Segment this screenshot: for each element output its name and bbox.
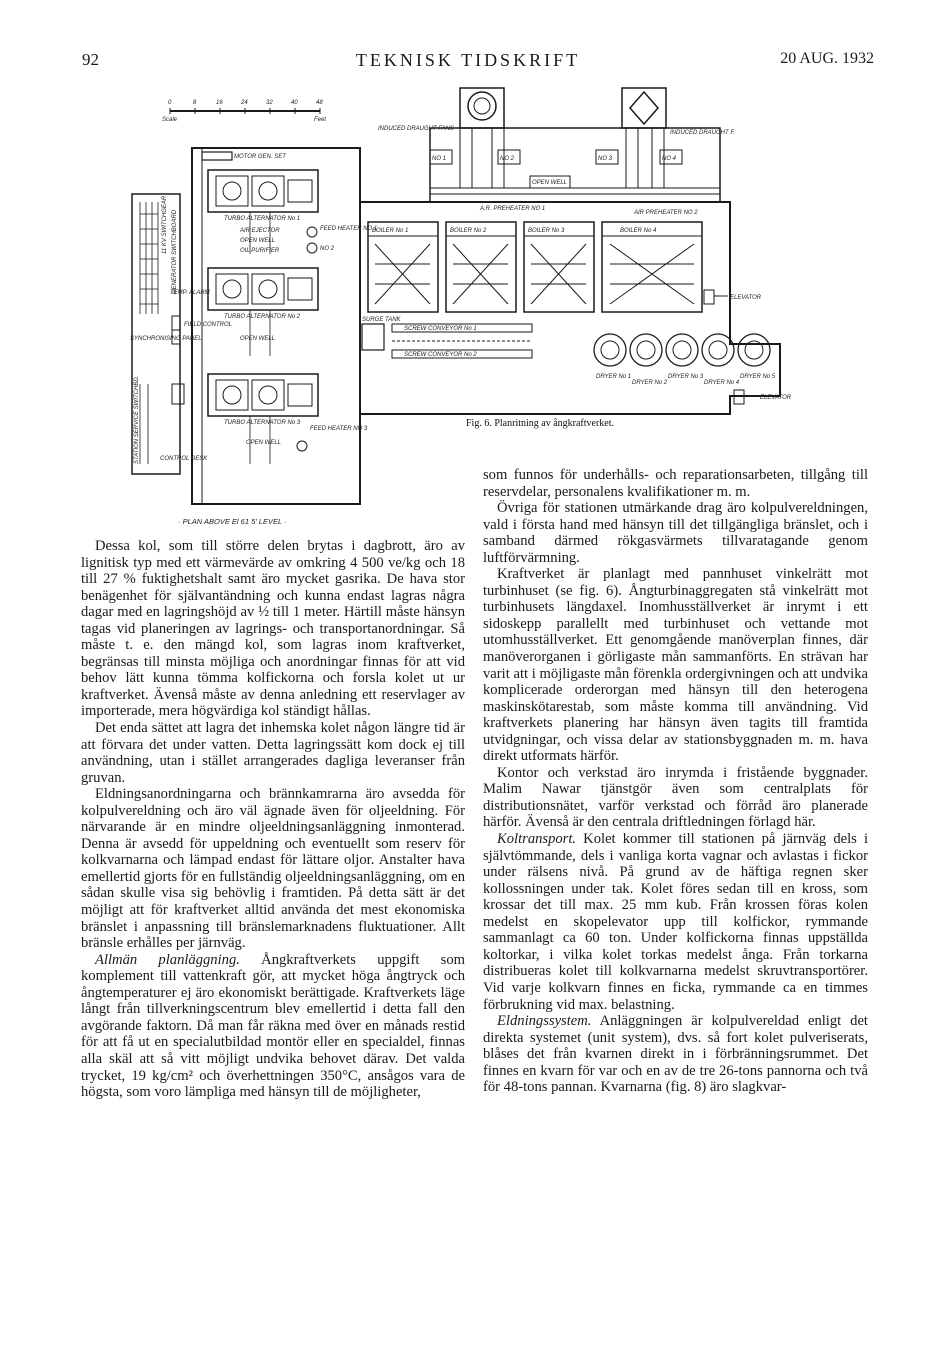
figure-caption: Fig. 6. Planritning av ångkraftverket.	[466, 418, 615, 429]
label-induced-draught-fans-right: INDUCED DRAUGHT F.	[670, 130, 735, 136]
surge-tank	[362, 324, 384, 350]
label-motor-gen-set: MOTOR GEN. SET	[234, 154, 286, 160]
scale-tick: 48	[316, 100, 323, 106]
label-boiler-3: BOILER No 3	[528, 228, 565, 234]
label-fan-1: NO 1	[432, 156, 447, 162]
scale-tick: 0	[168, 100, 172, 106]
boiler-4	[602, 222, 702, 312]
label-open-well-3: OPEN WELL	[246, 440, 282, 446]
scale-tick: 16	[216, 100, 223, 106]
paragraph: Övriga för stationen utmärkande drag äro kolpulvereldningen, vald i första hand med hänsyn till det tillgängliga bränslet, och i samband därmed rökgasvärmets tillvaratagande genom luftförvärmning.	[483, 500, 868, 566]
label-dryer-1: DRYER No 1	[596, 374, 632, 380]
chimney-left	[460, 88, 504, 128]
feed-heater-1	[307, 227, 317, 237]
label-fan-3: NO 3	[598, 156, 613, 162]
label-switchgear: 11 KV SWITCHGEAR	[162, 195, 168, 254]
label-dryer-2: DRYER No 2	[632, 380, 668, 386]
paragraph-koltransport	[483, 831, 868, 1013]
label-fan-4: NO 4	[662, 156, 677, 162]
label-screw-conveyor-1: SCREW CONVEYOR No 1	[404, 326, 477, 332]
paragraph-text: Anläggningen är kolpulvereldad enligt det direkta systemet (unit system), dvs. så fort kolet pulveriserats, blåses det från kvarnen direkt in i förbränningsrummet. Det finnes en kvarn för var och en av de tre 26-tons pannorna och två för 48-tons pannan. Kvarnarna (fig. 8) äro slagkvar-	[483, 1013, 868, 1096]
label-feed-heater-3: FEED HEATER NO 3	[310, 426, 368, 432]
plant-floor-plan-figure	[130, 84, 820, 530]
issue-date: 20 AUG. 1932	[780, 50, 874, 67]
plan-caption: · PLAN ABOVE El 61 5' LEVEL ·	[178, 517, 287, 526]
label-dryer-5: DRYER No 5	[740, 374, 776, 380]
label-synchronising-panel: SYNCHRONISING PANEL	[130, 336, 202, 342]
label-boiler-4: BOILER No 4	[620, 228, 657, 234]
page-header	[0, 50, 936, 74]
label-turbo-alt-2: TURBO ALTERNATOR No 2	[224, 314, 301, 320]
label-surge-tank: SURGE TANK	[362, 317, 401, 323]
floor-plan-drawing	[130, 84, 820, 530]
label-air-ejector: AIR EJECTOR	[240, 228, 280, 234]
turbo-alternator-2	[208, 268, 318, 310]
scale-title: Scale	[162, 117, 178, 123]
turbo-alternator-1	[208, 170, 318, 212]
turbo-alternator-3	[208, 374, 318, 416]
paragraph-text: Ångkraftverkets uppgift som komplement till vattenkraft gör, att mycket höga ångtryck och ångtemperaturer ej äro ekonomiskt berättigade. Kraftverkets läge långt från tillverkningscentrum blev emellertid i detta fall den avgörande faktorn. Då man får räkna med över en månads restid för att få ut en specialutbildad montör eller en specialdel, finnas alla skäl att så vitt möjligt undvika behovet därav. Det valda trycket, 19 kg/cm² och överhettningen 350°C, ansågos vara de högsta, som voro lämpliga med hänsyn till de möjligheter,	[81, 951, 465, 1101]
boiler-1	[368, 222, 438, 312]
feed-heater-3	[297, 441, 307, 451]
label-station-service: STATION SERVICE SWITCHBD.	[134, 375, 140, 464]
label-turbo-alt-1: TURBO ALTERNATOR No 1	[224, 216, 301, 222]
boiler-3	[524, 222, 594, 312]
label-boiler-2: BOILER No 2	[450, 228, 487, 234]
paragraph: Dessa kol, som till större delen brytas i dagbrott, äro av lignitisk typ med ett värmevärde av omkring 4 500 ve/kg och 18 till 27 % fuktighetshalt samt äro mycket gasrika. De hava stor benägenhet för självantändning och kunna endast lagras några dagar med en lagringshöjd av ½ till 1 meter. Härtill måste hänsyn tagas vid planeringen av lagrings- och transportanordningar. Så måste t. e. den mängd kol, som lagras inom kraftverket, begränsas till minsta möjliga och anordningar finnas för att vid behov lätt kunna tömma kolfickorna och forsla kolet ut ur kraftverket. Ävenså måste av denna anledning ett reservlager av importerade, mera högvärdiga kol ständigt hållas.	[81, 538, 465, 720]
label-field-control: FIELD CONTROL	[184, 322, 233, 328]
label-open-well-1: OPEN WELL	[240, 238, 276, 244]
label-oil-purifier: OIL PURIFIER	[240, 248, 280, 254]
paragraph: som funnos för underhålls- och reparationsarbeten, tillgång till reservdelar, personalens kvalifikationer m. m.	[483, 467, 868, 500]
dryer-5	[738, 334, 770, 366]
boiler-2	[446, 222, 516, 312]
right-column	[483, 467, 868, 1096]
dryer-1	[594, 334, 626, 366]
label-generator-switchboard: GENERATOR SWITCHBOARD	[172, 209, 178, 294]
paragraph-text: Kolet kommer till stationen på järnväg dels i självtömmande, dels i vanliga korta vagnar och avlastas i fickor under rälsens nivå. På grund av de häftiga regnen sker kollossningen under tak. Kolet föres sedan till en kross, som krossar det till max. 25 mm kub. Från krossen föras kolen medelst en skopelevator upp till kolfickor, rymmande sammanlagt ca 60 ton. Under kolfickorna finnas uppställda koltorkar, i vilka kolet torkas medelst ånga. Från torkarna distribueras kolet till kolkvarnarna medelst skruvtransportörer. Vid varje kolkvarn finnes en ficka, rymmande ca en timmes förbrukning vid max. belastning.	[483, 831, 868, 1013]
label-elevator-2: ELEVATOR	[760, 395, 792, 401]
label-dryer-3: DRYER No 3	[668, 374, 704, 380]
label-open-well-top: OPEN WELL	[532, 180, 568, 186]
paragraph: Det enda sättet att lagra det inhemska kolet någon längre tid är att förvara det under vatten. Detta lagringssätt kom dock ej till användning, utan i stället arrangerades dagliga leveranser från gruvan.	[81, 720, 465, 786]
chimney-right	[622, 88, 666, 128]
paragraph: Kontor och verkstad äro inrymda i fristående byggnader. Malim Nawar tjänstgör även som centralplats för distributionsnätet, varför verkstad och förråd äro planerade härför. Ävenså är den centrala driftledningen förlagd här.	[483, 764, 868, 831]
dryer-4	[702, 334, 734, 366]
section-heading: Allmän planläggning.	[95, 951, 240, 968]
scale-tick: 40	[291, 100, 298, 106]
dryer-3	[666, 334, 698, 366]
section-heading: Koltransport.	[497, 831, 577, 848]
scale-tick: 32	[266, 100, 273, 106]
scale-bar	[170, 108, 320, 114]
label-feed-heater-2: NO 2	[320, 246, 335, 252]
fan-house	[430, 128, 720, 202]
label-air-preheater-1: A.R. PREHEATER NO 1	[480, 206, 546, 212]
section-heading: Eldningssystem.	[497, 1013, 592, 1030]
page-number: 92	[82, 50, 99, 69]
label-induced-draught-fans-left: INDUCED DRAUGHT FANS	[378, 126, 454, 132]
label-dryer-4: DRYER No 4	[704, 380, 740, 386]
paragraph-allman-planlaggning	[81, 952, 465, 1101]
paragraph: Eldningsanordningarna och brännkamrarna äro avsedda för kolpulvereldning och äro väl ägnade även för oljeeldning. För närvarande är en mindre oljeeldningsanläggning inmonterad. Denna är avsedd för uppeldning och eventuellt som reserv för kolkvarnarna och lämpad endast för lättare oljor. Anstalter hava emellertid gjorts för en fullständig oljeeldningsanläggning, om en sådan skulle visa sig behövlig i framtiden. På detta sätt är det möjligt att för kraftverket alltid använda det mest ekonomiska bränslet i anpassning till bränslemarknadens fluktuationer. Allt bränsle erhålles per järnväg.	[81, 786, 465, 952]
scale-unit: Feet	[314, 117, 327, 123]
paragraph: Kraftverket är planlagt med pannhuset vinkelrätt mot turbinhuset (se fig. 6). Ångturbinaggregaten stå vinkelrätt mot turbinhusets längdaxel. Inomhusställverket är inrymt i ett sidoskepp parallellt med turbinhuset och vettande mot utomhusställverket. Ett genomgående manöverplan finnes, där manöverorganen i görligaste mån sammanförts. En strävan har varit att i möjligaste mån förenkla ordergivningen och att undvika komplicerade orderorgan med hänsyn till den heterogena maskinskötarestab, som måste komma till användning. Vid kraftverkets planering har hänsyn även tagits till framtida utvidgningar, och vissa delar av stationsbyggnaden m. m. hava direkt utformats härför.	[483, 566, 868, 765]
paragraph-eldningssystem	[483, 1013, 868, 1096]
label-fan-2: NO 2	[500, 156, 515, 162]
label-air-preheater-2: AIR PREHEATER NO 2	[634, 210, 698, 216]
label-boiler-1: BOILER No 1	[372, 228, 409, 234]
label-temp-alarm: TEMP. ALARM	[170, 290, 210, 296]
journal-title: TEKNISK TIDSKRIFT	[355, 50, 581, 70]
label-elevator-1: ELEVATOR	[730, 295, 762, 301]
label-feed-heater-1: FEED HEATER NO 1	[320, 226, 378, 232]
left-column	[81, 538, 465, 1101]
scale-tick: 24	[241, 100, 248, 106]
elevator-1	[704, 290, 714, 304]
label-open-well-2: OPEN WELL	[240, 336, 276, 342]
motor-gen-set	[202, 152, 232, 160]
label-turbo-alt-3: TURBO ALTERNATOR No 3	[224, 420, 301, 426]
dryer-2	[630, 334, 662, 366]
feed-heater-2	[307, 243, 317, 253]
label-control-desk: CONTROL DESK	[160, 456, 208, 462]
label-screw-conveyor-2: SCREW CONVEYOR No 2	[404, 352, 477, 358]
scale-tick: 8	[193, 100, 197, 106]
